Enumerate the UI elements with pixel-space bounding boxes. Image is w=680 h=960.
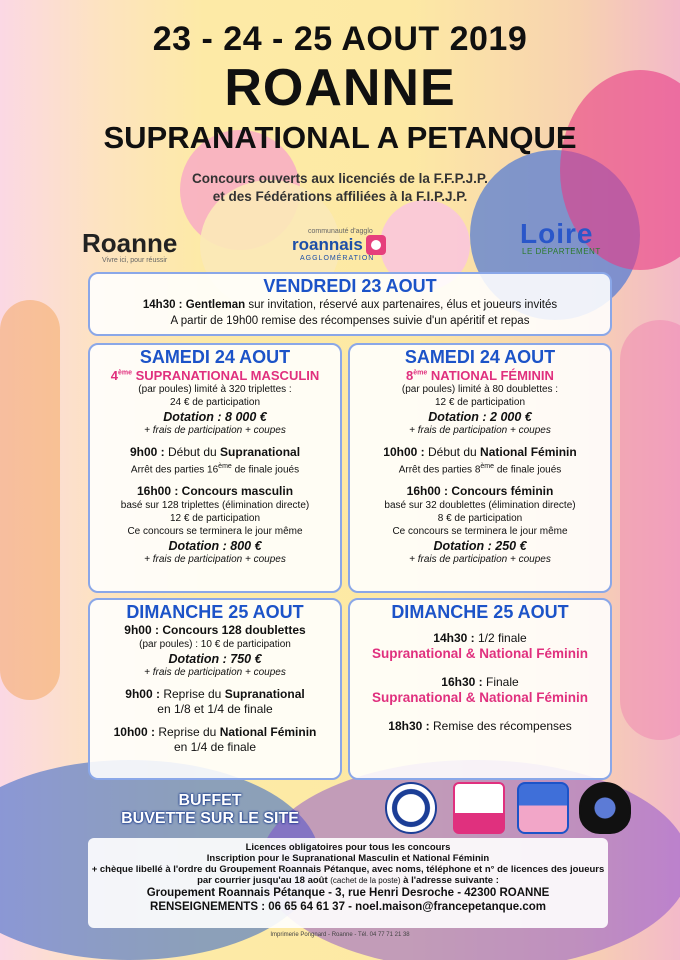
roannais-logo-text: roannais <box>292 235 363 254</box>
spacer <box>90 717 340 725</box>
frais-line: + frais de participation + coupes <box>144 425 286 436</box>
contact-line: RENSEIGNEMENTS : 06 65 64 61 37 - noel.maison@francepetanque.com <box>150 901 546 913</box>
buvette-line: BUVETTE SUR LE SITE <box>121 810 299 827</box>
subtitle-line: Concours ouverts aux licenciés de la F.F.P.J.P. <box>192 171 488 186</box>
frais-line: + frais de participation + coupes <box>409 425 551 436</box>
info-line <box>88 875 608 886</box>
registration-info <box>88 838 608 928</box>
friday-line-2: A partir de 19h00 remise des récompenses suivie d'un apéritif et repas <box>170 315 530 327</box>
spacer <box>350 705 610 719</box>
schedule-time: 10h00 : <box>113 725 155 739</box>
schedule-bold: Supranational <box>224 687 305 701</box>
sunday-title: DIMANCHE 25 AOUT <box>391 602 569 622</box>
loire-logo-text: Loire <box>520 218 594 249</box>
roannais-logo-agg: AGGLOMÉRATION <box>300 255 375 262</box>
comite-logo-icon <box>517 782 569 834</box>
schedule-line: basé sur 128 triplettes (élimination directe) <box>120 500 310 512</box>
schedule-time: 9h00 : <box>124 623 159 637</box>
schedule-time: 9h00 : <box>125 687 160 701</box>
frais-line: + frais de participation + coupes <box>144 554 286 566</box>
schedule-line: Ce concours se terminera le jour même <box>392 526 568 538</box>
saturday-title: SAMEDI 24 AOUT <box>404 347 556 367</box>
schedule-time: 18h30 : <box>388 719 430 733</box>
roanne-logo <box>82 228 177 264</box>
schedule-item <box>350 719 610 734</box>
dotation: Dotation : 800 € <box>168 539 262 554</box>
schedule-time: 16h00 : <box>136 484 179 499</box>
buffet-line: BUFFET <box>178 792 242 809</box>
federation-logos <box>385 780 635 836</box>
schedule-line <box>90 638 340 651</box>
schedule-time: 16h30 : <box>441 675 483 689</box>
schedule-item <box>350 631 610 646</box>
schedule-text: Reprise du <box>163 687 222 701</box>
saturday-supranational-box <box>88 343 342 593</box>
schedule-line: basé sur 32 doublettes (élimination directe) <box>384 500 576 512</box>
schedule-item <box>90 687 340 702</box>
ordinal: 4 <box>110 368 118 383</box>
schedule-bold: Supranational <box>220 445 301 459</box>
schedule-line: 8 € de participation <box>437 513 523 525</box>
schedule-sub-sup: ème <box>218 463 232 470</box>
saturday-title: SAMEDI 24 AOUT <box>139 347 291 367</box>
schedule-bold: National Féminin <box>219 725 317 739</box>
schedule-line: Ce concours se terminera le jour même <box>127 526 303 538</box>
competition-title <box>350 368 610 383</box>
spacer <box>350 437 610 445</box>
schedule-item <box>90 484 340 499</box>
schedule-item <box>90 725 340 740</box>
subtitle-line: et des Fédérations affiliées à la F.I.P.J.P. <box>212 189 468 204</box>
schedule-item <box>350 675 610 690</box>
schedule-text: Début du <box>427 445 477 459</box>
schedule-text: Début du <box>167 445 217 459</box>
decor-stripe <box>620 320 680 740</box>
schedule-sub <box>90 460 340 476</box>
competition-name: SUPRANATIONAL MASCULIN <box>135 368 320 383</box>
event-dates: 23 - 24 - 25 AOUT 2019 <box>152 20 528 58</box>
schedule-text: Finale <box>486 675 519 689</box>
subtitle <box>0 170 680 206</box>
schedule-item <box>350 484 610 499</box>
fee-line: 24 € de participation <box>169 397 261 408</box>
roanne-logo-text: Roanne <box>82 228 178 258</box>
sunday-title: DIMANCHE 25 AOUT <box>126 602 304 622</box>
sunday-left-box <box>88 598 342 780</box>
buffet-banner <box>110 792 310 828</box>
limit-line: (par poules) limité à 80 doublettes : <box>401 384 559 395</box>
schedule-time: 16h00 : <box>406 484 448 499</box>
ordinal-sup: ème <box>413 369 428 377</box>
schedule-bold: Concours masculin <box>181 484 294 499</box>
sunday-right-box <box>348 598 612 780</box>
spacer <box>90 437 340 445</box>
dotation: Dotation : 750 € <box>168 652 262 666</box>
frais-line: + frais de participation + coupes <box>409 554 551 566</box>
schedule-bold: Concours féminin <box>451 484 554 499</box>
spacer <box>90 679 340 687</box>
schedule-text: Reprise du <box>158 725 217 739</box>
schedule-time: 9h00 : <box>129 445 165 459</box>
spacer <box>90 476 340 484</box>
frais-line: + frais de participation + coupes <box>144 667 286 678</box>
info-line: Licences obligatoires pour tous les concours <box>245 842 451 853</box>
saturday-national-feminin-box <box>348 343 612 593</box>
info-line: + chèque libellé à l'ordre du Groupement Roannais Pétanque, avec noms, téléphone et n° de licences des joueurs <box>91 864 605 875</box>
schedule-line-b: : 10 € de participation <box>195 639 291 650</box>
schedule-bold: National Féminin <box>480 445 577 459</box>
schedule-sub-b: de finale joués <box>234 464 300 476</box>
schedule-sub: en 1/8 et 1/4 de finale <box>157 702 273 716</box>
loire-logo-dept: LE DÉPARTEMENT <box>522 247 601 256</box>
schedule-time: 14h30 : <box>433 631 475 645</box>
schedule-text: Remise des récompenses <box>432 719 572 733</box>
spacer <box>350 623 610 631</box>
ffpjp-logo-icon <box>453 782 505 834</box>
competition-names: Supranational & National Féminin <box>371 690 589 705</box>
roannais-logo-icon <box>366 235 386 255</box>
roanne-logo-tag: Vivre ici, pour réussir <box>102 257 168 264</box>
schedule-line-a: (par poules) <box>139 639 193 650</box>
friday-gentleman: Gentleman <box>185 299 246 311</box>
ordinal-sup: ème <box>117 369 132 377</box>
schedule-sub-b: de finale joués <box>496 464 562 476</box>
competition-names: Supranational & National Féminin <box>371 646 589 661</box>
schedule-line: 12 € de participation <box>169 513 261 525</box>
dotation: Dotation : 2 000 € <box>428 410 532 424</box>
info-line-b: (cachet de la poste) <box>330 876 401 885</box>
dotation: Dotation : 8 000 € <box>163 410 267 424</box>
loire-club-logo-icon <box>579 782 631 834</box>
friday-line-1-rest: sur invitation, réservé aux partenaires, élus et joueurs invités <box>248 299 558 311</box>
limit-line: (par poules) limité à 320 triplettes : <box>138 384 292 395</box>
spacer <box>350 661 610 675</box>
schedule-item <box>90 445 340 460</box>
friday-box <box>88 272 612 336</box>
ordinal: 8 <box>406 368 414 383</box>
friday-time: 14h30 : <box>142 299 183 311</box>
info-line-c: à l'adresse suivante : <box>403 875 499 886</box>
schedule-item <box>350 445 610 460</box>
dotation: Dotation : 250 € <box>433 539 527 554</box>
info-line-a: par courrier jusqu'au 18 août <box>197 875 328 886</box>
decor-stripe <box>0 300 60 700</box>
city-title: ROANNE <box>224 59 456 117</box>
loire-departement-logo <box>520 218 601 256</box>
schedule-sub-a: Arrêt des parties 8 <box>398 464 481 476</box>
schedule-sub-a: Arrêt des parties 16 <box>130 464 219 476</box>
schedule-sub <box>350 460 610 476</box>
event-title: SUPRANATIONAL A PETANQUE <box>103 120 577 155</box>
schedule-text: 1/2 finale <box>478 631 527 645</box>
fipjp-logo-icon <box>385 782 437 834</box>
address-line: Groupement Roannais Pétanque - 3, rue Henri Desroche - 42300 ROANNE <box>146 887 550 899</box>
roannais-agglomeration-logo <box>292 228 386 262</box>
schedule-sub: en 1/4 de finale <box>173 740 257 754</box>
competition-name: NATIONAL FÉMININ <box>430 368 554 383</box>
schedule-bold: Concours 128 doublettes <box>162 623 306 637</box>
competition-title <box>90 368 340 383</box>
friday-title: VENDREDI 23 AOUT <box>263 276 437 296</box>
printer-credit: Imprimerie Pongnard - Roanne - Tél. 04 77 71 21 38 <box>270 932 410 938</box>
roannais-logo-small: communauté d'agglo <box>308 228 373 235</box>
schedule-sub-sup: ème <box>480 463 495 470</box>
info-line: Inscription pour le Supranational Masculin et National Féminin <box>206 853 490 864</box>
spacer <box>350 476 610 484</box>
schedule-time: 10h00 : <box>383 445 425 459</box>
schedule-item <box>90 623 340 638</box>
fee-line: 12 € de participation <box>434 397 526 408</box>
friday-line-1 <box>90 297 610 313</box>
